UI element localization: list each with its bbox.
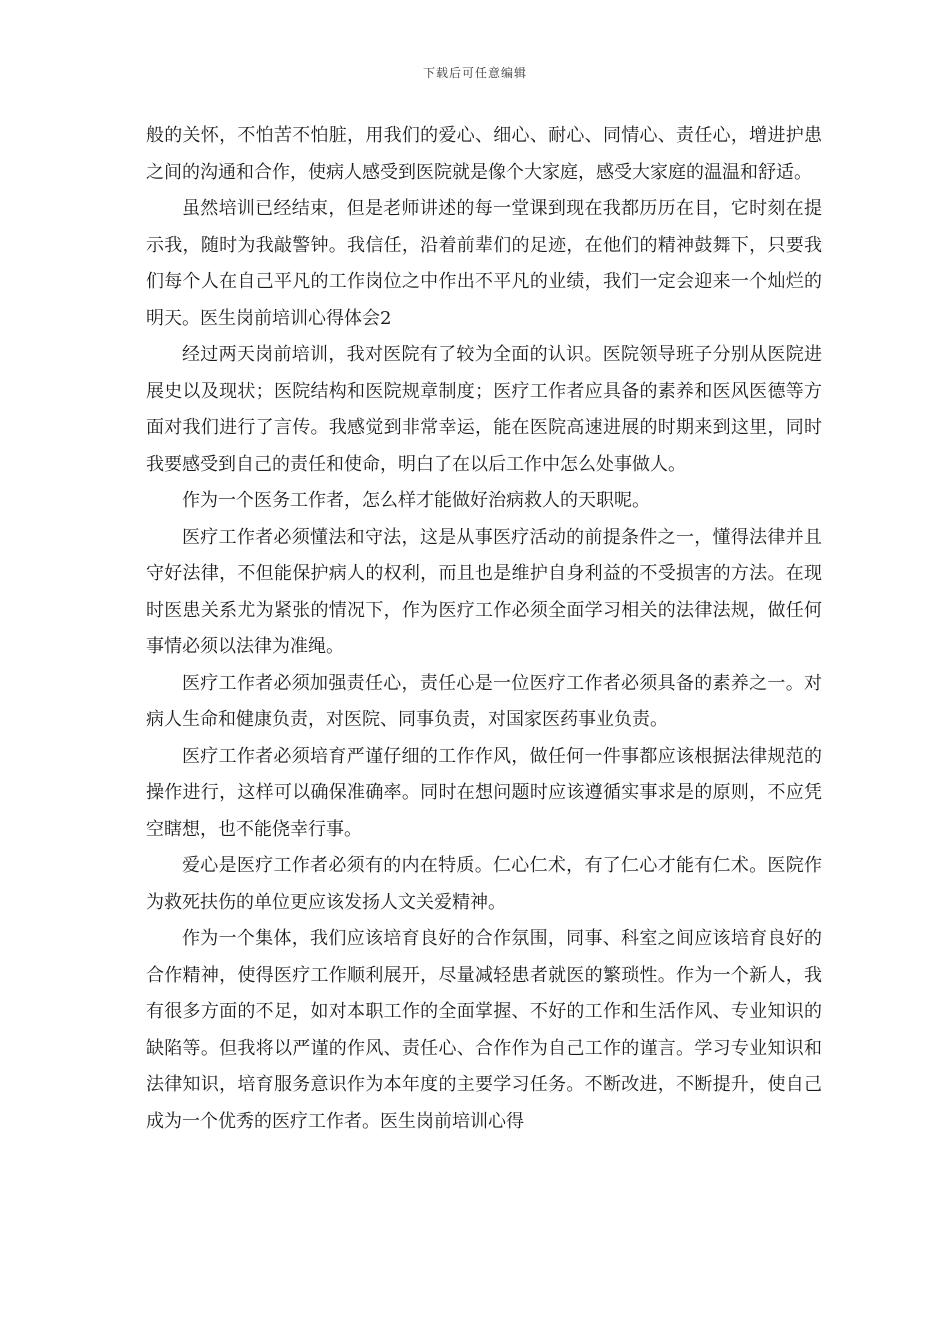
- paragraph-2: 虽然培训已经结束，但是老师讲述的每一堂课到现在我都历历在目，它时刻在提示我，随时为我敲警钟。我信任，沿着前辈们的足迹，在他们的精神鼓舞下，只要我们每个人在自己平凡的工作岗位之中作出不平凡的业绩，我们一定会迎来一个灿烂的明天。医生岗前培训心得体会2: [146, 198, 822, 329]
- paragraph-9: 作为一个集体，我们应该培育良好的合作氛围，同事、科室之间应该培育良好的合作精神，使得医疗工作顺利展开，尽量减轻患者就医的繁琐性。作为一个新人，我有很多方面的不足，如对本职工作的全面掌握、不好的工作和生活作风、专业知识的缺陷等。但我将以严谨的作风、责任心、合作作为自己工作的谨言。学习专业知识和法律知识，培育服务意识作为本年度的主要学习任务。不断改进，不断提升，使自己成为一个优秀的医疗工作者。医生岗前培训心得: [146, 928, 822, 1132]
- paragraph-7: 医疗工作者必须培育严谨仔细的工作作风，做任何一件事都应该根据法律规范的操作进行，这样可以确保准确率。同时在想问题时应该遵循实事求是的原则，不应凭空瞎想，也不能侥幸行事。: [146, 745, 822, 840]
- paragraph-4: 作为一个医务工作者，怎么样才能做好治病救人的天职呢。: [182, 490, 650, 511]
- document-body: [146, 118, 822, 1140]
- paragraph-6: 医疗工作者必须加强责任心，责任心是一位医疗工作者必须具备的素养之一。对病人生命和健康负责，对医院、同事负责，对国家医药事业负责。: [146, 672, 822, 730]
- page-header: 下载后可任意编辑: [422, 66, 527, 80]
- paragraph-8: 爱心是医疗工作者必须有的内在特质。仁心仁术，有了仁心才能有仁术。医院作为救死扶伤的单位更应该发扬人文关爱精神。: [146, 855, 822, 913]
- paragraph-5: 医疗工作者必须懂法和守法，这是从事医疗活动的前提条件之一，懂得法律并且守好法律，不但能保护病人的权利，而且也是维护自身利益的不受损害的方法。在现时医患关系尤为紧张的情况下，作为医疗工作必须全面学习相关的法律法规，做任何事情必须以法律为准绳。: [146, 526, 822, 657]
- paragraph-3: 经过两天岗前培训，我对医院有了较为全面的认识。医院领导班子分别从医院进展史以及现状；医院结构和医院规章制度；医疗工作者应具备的素养和医风医德等方面对我们进行了言传。我感觉到非常幸运，能在医院高速进展的时期来到这里，同时我要感受到自己的责任和使命，明白了在以后工作中怎么处事做人。: [146, 344, 822, 475]
- paragraph-1: 般的关怀，不怕苦不怕脏，用我们的爱心、细心、耐心、同情心、责任心，增进护患之间的沟通和合作，使病人感受到医院就是像个大家庭，感受大家庭的温温和舒适。: [146, 125, 822, 183]
